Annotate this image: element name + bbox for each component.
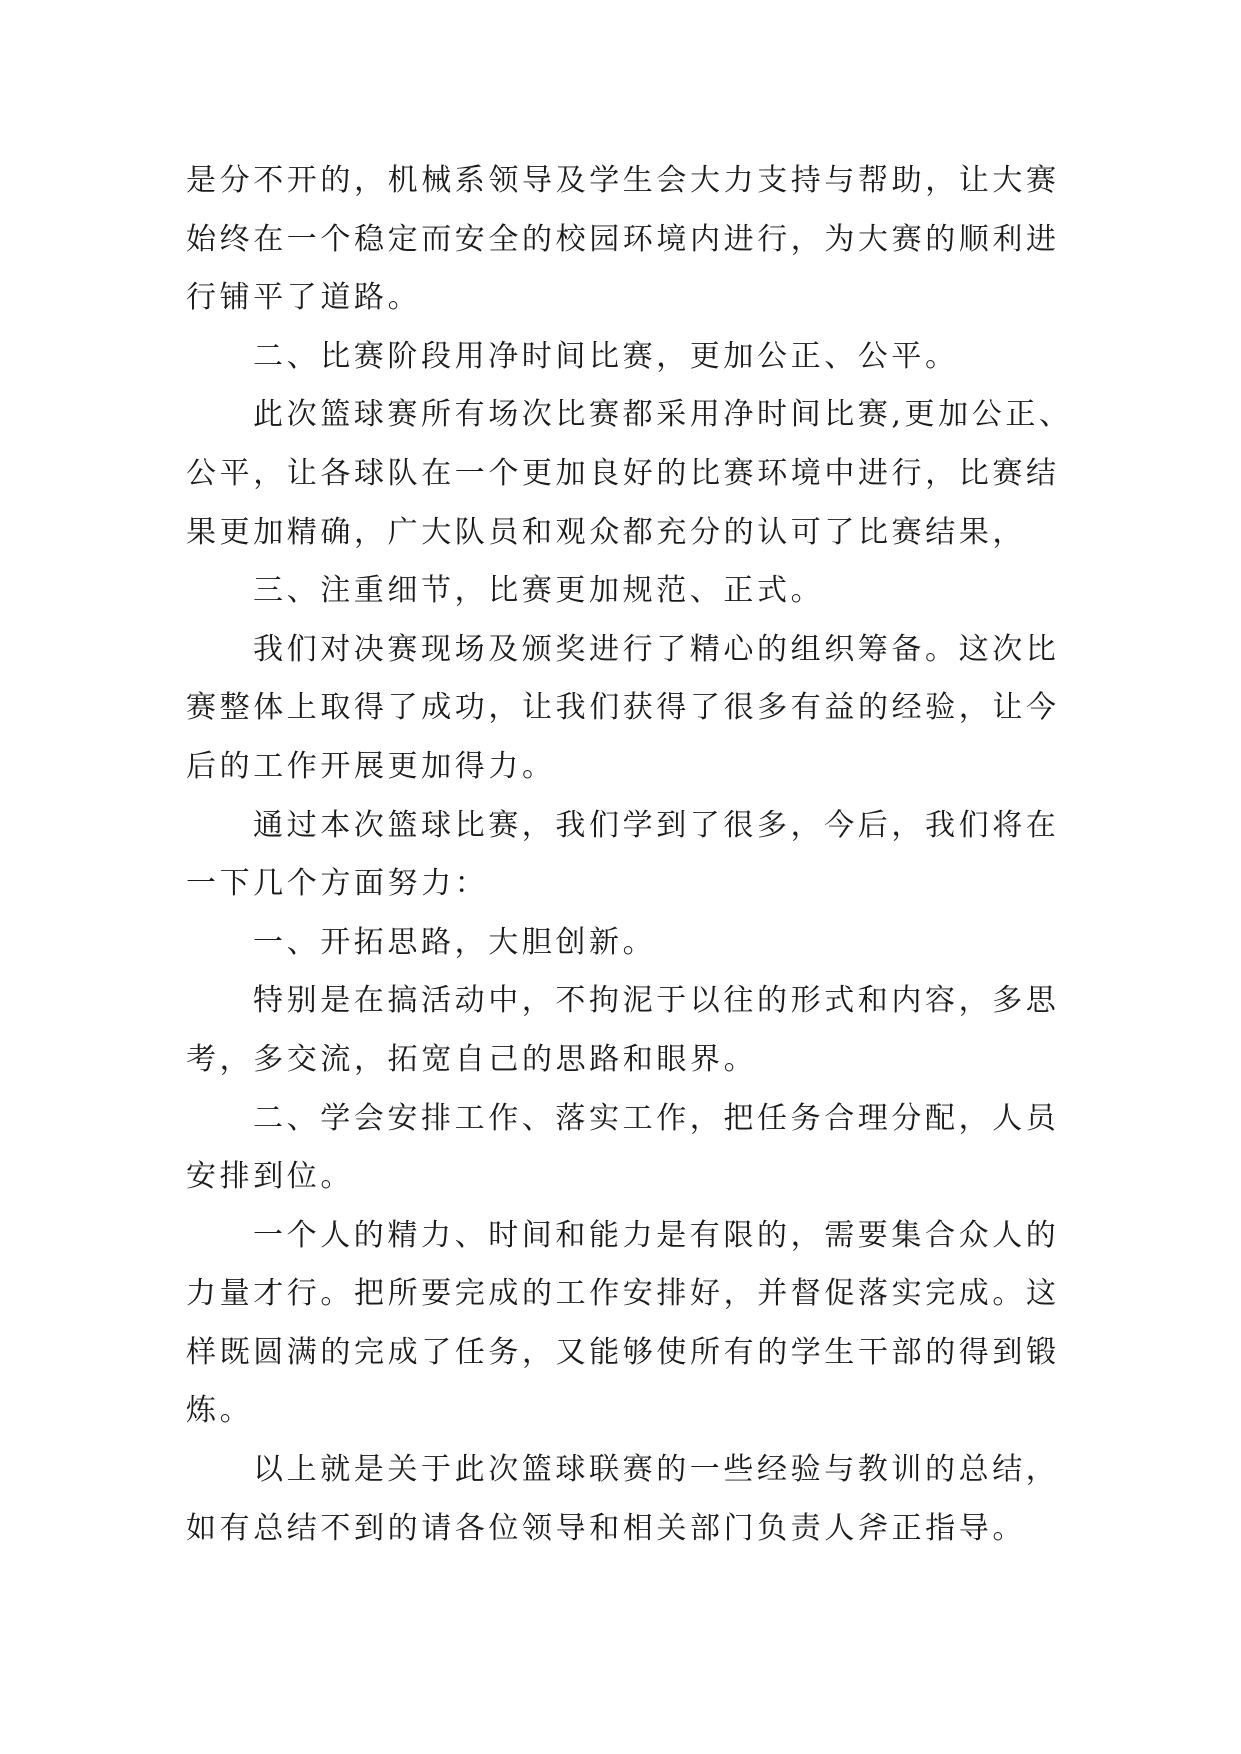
text-line: 特别是在搞活动中，不拘泥于以往的形式和内容，多思 xyxy=(253,983,1060,1019)
section-heading: 二、比赛阶段用净时间比赛，更加公正、公平。 xyxy=(253,338,959,374)
document-body xyxy=(186,152,1073,1558)
section-heading: 二、学会安排工作、落实工作，把任务合理分配，人员 xyxy=(253,1100,1060,1136)
section-heading: 一、开拓思路，大胆创新。 xyxy=(253,924,657,960)
text-line: 我们对决赛现场及颁奖进行了精心的组织筹备。这次比 xyxy=(253,631,1060,667)
section-heading: 三、注重细节，比赛更加规范、正式。 xyxy=(253,573,825,609)
text-line: 安排到位。 xyxy=(186,1159,354,1195)
text-line: 炼。 xyxy=(186,1393,254,1429)
text-line: 通过本次篮球比赛，我们学到了很多，今后，我们将在 xyxy=(253,807,1060,843)
text-line: 此次篮球赛所有场次比赛都采用净时间比赛,更加公正、 xyxy=(253,397,1073,433)
text-line: 赛整体上取得了成功，让我们获得了很多有益的经验，让今 xyxy=(186,690,1060,726)
text-line: 一下几个方面努力： xyxy=(186,866,489,902)
text-line: 是分不开的，机械系领导及学生会大力支持与帮助，让大赛 xyxy=(186,163,1060,198)
text-line: 考，多交流，拓宽自己的思路和眼界。 xyxy=(186,1041,758,1077)
text-line: 后的工作开展更加得力。 xyxy=(186,748,556,784)
text-line: 公平，让各球队在一个更加良好的比赛环境中进行，比赛结 xyxy=(186,455,1060,491)
text-line: 一个人的精力、时间和能力是有限的，需要集合众人的 xyxy=(253,1217,1060,1253)
text-line: 力量才行。把所要完成的工作安排好，并督促落实完成。这 xyxy=(186,1276,1060,1312)
text-line: 如有总结不到的请各位领导和相关部门负责人斧正指导。 xyxy=(186,1510,1026,1546)
text-line: 果更加精确，广大队员和观众都充分的认可了比赛结果， xyxy=(186,514,1026,550)
text-line: 始终在一个稳定而安全的校园环境内进行，为大赛的顺利进 xyxy=(186,221,1060,257)
text-line: 行铺平了道路。 xyxy=(186,280,422,316)
text-line: 样既圆满的完成了任务，又能够使所有的学生干部的得到锻 xyxy=(186,1334,1060,1370)
text-line: 以上就是关于此次篮球联赛的一些经验与教训的总结， xyxy=(253,1452,1060,1488)
